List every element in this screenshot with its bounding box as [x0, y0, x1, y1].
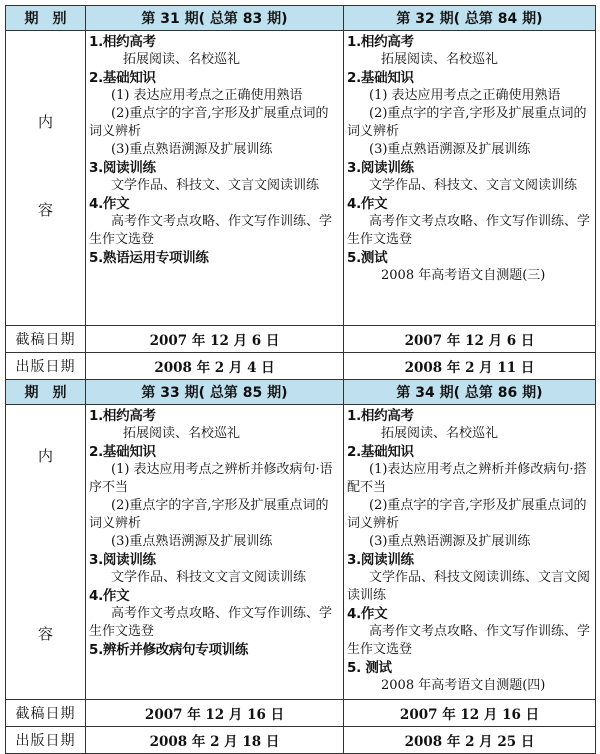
section-title: 1.相约高考 — [89, 408, 156, 424]
publish-label: 出版日期 — [6, 353, 86, 380]
section-title: 4.作文 — [89, 588, 130, 604]
publish-value: 2008 年 2 月 11 日 — [344, 353, 596, 380]
section-title: 4.作文 — [347, 606, 388, 622]
content-label-cell — [6, 31, 86, 326]
section-item: (2)重点字的字音,字形及扩展重点词的词义辨析 — [89, 106, 329, 139]
section-title: 1.相约高考 — [347, 408, 414, 424]
publish-value: 2008 年 2 月 18 日 — [86, 727, 344, 754]
issue-33-header: 第 33 期( 总第 85 期) — [86, 380, 344, 405]
section-title: 2.基础知识 — [347, 70, 414, 86]
content-label-bottom: 容 — [37, 201, 53, 219]
issue-34-content — [344, 405, 596, 700]
section-item: (3)重点熟语溯源及扩展训练 — [111, 534, 273, 549]
content-row — [6, 31, 596, 326]
content-label-top: 内 — [37, 447, 53, 465]
section-title: 1.相约高考 — [89, 34, 156, 50]
section-title: 3.阅读训练 — [347, 552, 414, 568]
period-label: 期 别 — [6, 380, 86, 405]
publish-row — [6, 353, 596, 380]
section-item: (1) 表达应用考点之正确使用熟语 — [369, 88, 561, 103]
deadline-value: 2007 年 12 月 6 日 — [86, 326, 344, 353]
issue-32-header: 第 32 期( 总第 84 期) — [344, 6, 596, 31]
section-item: 文学作品、科技文阅读训练、文言文阅读训练 — [347, 570, 591, 603]
section-item: 文学作品、科技文、文言文阅读训练 — [369, 178, 578, 193]
section-title: 5.熟语运用专项训练 — [89, 250, 209, 266]
issue-31-content — [86, 31, 344, 326]
deadline-row — [6, 700, 596, 727]
deadline-row — [6, 326, 596, 353]
section-title: 5.辨析并修改病句专项训练 — [89, 642, 249, 658]
content-label-cell — [6, 405, 86, 700]
section-item: (2)重点字的字音,字形及扩展重点词的词义辨析 — [89, 498, 329, 531]
section-title: 5.测试 — [347, 250, 388, 266]
section-item: (3)重点熟语溯源及扩展训练 — [111, 142, 273, 157]
issue-34-header: 第 34 期( 总第 86 期) — [344, 380, 596, 405]
content-row — [6, 405, 596, 700]
deadline-label: 截稿日期 — [6, 326, 86, 353]
section-title: 2.基础知识 — [89, 70, 156, 86]
deadline-value: 2007 年 12 月 6 日 — [344, 326, 596, 353]
publish-label: 出版日期 — [6, 727, 86, 754]
section-title: 4.作文 — [347, 196, 388, 212]
section-item: 拓展阅读、名校巡礼 — [123, 426, 241, 441]
section-item: 文学作品、科技文文言文阅读训练 — [111, 570, 307, 585]
section-item: 高考作文考点攻略、作文写作训练、学生作文选登 — [347, 624, 591, 657]
section-item: 2008 年高考语文自测题(三) — [381, 268, 546, 283]
section-title: 1.相约高考 — [347, 34, 414, 50]
section-item: (2)重点字的字音,字形及扩展重点词的词义辨析 — [347, 106, 587, 139]
content-label-bottom: 容 — [37, 625, 53, 643]
schedule-document — [5, 5, 595, 754]
section-item: (3)重点熟语溯源及扩展训练 — [369, 534, 531, 549]
section-title: 2.基础知识 — [89, 444, 156, 460]
period-label: 期 别 — [6, 6, 86, 31]
section-title: 3.阅读训练 — [89, 552, 156, 568]
section-item: (1) 表达应用考点之正确使用熟语 — [111, 88, 303, 103]
section-item: 拓展阅读、名校巡礼 — [381, 426, 499, 441]
issue-32-content — [344, 31, 596, 326]
period-header-row — [6, 6, 596, 31]
content-label-top: 内 — [37, 113, 53, 131]
issue-31-header: 第 31 期( 总第 83 期) — [86, 6, 344, 31]
section-title: 3.阅读训练 — [89, 160, 156, 176]
schedule-table-1 — [5, 5, 596, 754]
issue-33-content — [86, 405, 344, 700]
deadline-value: 2007 年 12 月 16 日 — [344, 700, 596, 727]
section-item: (2)重点字的字音,字形及扩展重点词的词义辨析 — [347, 498, 587, 531]
section-item: 拓展阅读、名校巡礼 — [123, 52, 241, 67]
publish-row — [6, 727, 596, 754]
section-title: 4.作文 — [89, 196, 130, 212]
section-title: 3.阅读训练 — [347, 160, 414, 176]
section-item: (1) 表达应用考点之辨析并修改病句·语序不当 — [89, 462, 333, 495]
deadline-label: 截稿日期 — [6, 700, 86, 727]
section-item: 高考作文考点攻略、作文写作训练、学生作文选登 — [89, 214, 333, 247]
section-item: (1)表达应用考点之辨析并修改病句·搭配不当 — [347, 462, 587, 495]
publish-value: 2008 年 2 月 4 日 — [86, 353, 344, 380]
section-title: 2.基础知识 — [347, 444, 414, 460]
deadline-value: 2007 年 12 月 16 日 — [86, 700, 344, 727]
section-item: 拓展阅读、名校巡礼 — [381, 52, 499, 67]
section-title: 5. 测试 — [347, 660, 392, 676]
publish-value: 2008 年 2 月 25 日 — [344, 727, 596, 754]
section-item: 文学作品、科技文、文言文阅读训练 — [111, 178, 320, 193]
section-item: 高考作文考点攻略、作文写作训练、学生作文选登 — [89, 606, 333, 639]
section-item: 高考作文考点攻略、作文写作训练、学生作文选登 — [347, 214, 591, 247]
section-item: (3)重点熟语溯源及扩展训练 — [369, 142, 531, 157]
period-header-row — [6, 380, 596, 405]
section-item: 2008 年高考语文自测题(四) — [381, 678, 546, 693]
